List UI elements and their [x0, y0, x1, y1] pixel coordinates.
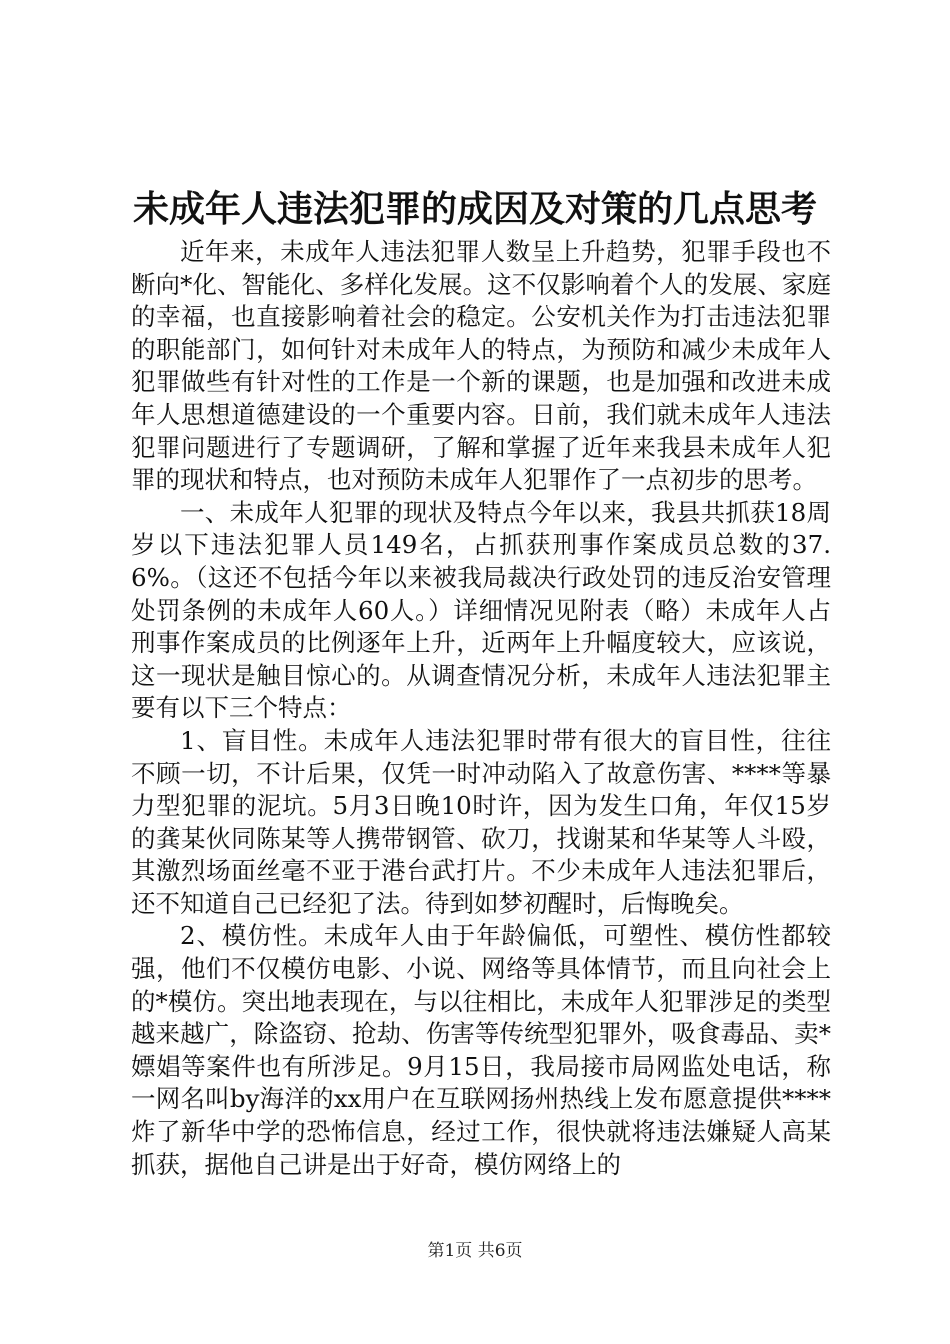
paragraph-intro: 近年来，未成年人违法犯罪人数呈上升趋势，犯罪手段也不断向*化、智能化、多样化发展。这不仅影响着个人的发展、家庭的幸福，也直接影响着社会的稳定。公安机关作为打击违法犯罪的职能部门，如何针对未成年人的特点，为预防和减少未成年人犯罪做些有针对性的工作是一个新的课题，也是加强和改进未成年人思想道德建设的一个重要内容。日前，我们就未成年人违法犯罪问题进行了专题调研，了解和掌握了近年来我县未成年人犯罪的现状和特点，也对预防未成年人犯罪作了一点初步的思考。	[131, 237, 831, 495]
paragraph-point-2: 2、模仿性。未成年人由于年龄偏低，可塑性、模仿性都较强，他们不仅模仿电影、小说、网络等具体情节，而且向社会上的*模仿。突出地表现在，与以往相比，未成年人犯罪涉足的类型越来越广，除盗窃、抢劫、伤害等传统型犯罪外，吸食毒品、卖*嫖娼等案件也有所涉足。9月15日，我局接市局网监处电话，称一网名叫by海洋的xx用户在互联网扬州热线上发布愿意提供****炸了新华中学的恐怖信息，经过工作，很快就将违法嫌疑人高某抓获，据他自己讲是出于好奇，模仿网络上的	[131, 921, 831, 1179]
paragraph-point-1: 1、盲目性。未成年人违法犯罪时带有很大的盲目性，往往不顾一切，不计后果，仅凭一时冲动陷入了故意伤害、****等暴力型犯罪的泥坑。5月3日晚10时许，因为发生口角，年仅15岁的龚某伙同陈某等人携带钢管、砍刀，找谢某和华某等人斗殴，其激烈场面丝毫不亚于港台武打片。不少未成年人违法犯罪后，还不知道自己已经犯了法。待到如梦初醒时，后悔晚矣。	[131, 725, 831, 918]
paragraph-section-1: 一、未成年人犯罪的现状及特点今年以来，我县共抓获18周岁以下违法犯罪人员149名，占抓获刑事作案成员总数的37.6%。（这还不包括今年以来被我局裁决行政处罚的违反治安管理处罚条例的未成年人60人。）详细情况见附表（略）未成年人占刑事作案成员的比例逐年上升，近两年上升幅度较大，应该说，这一现状是触目惊心的。从调查情况分析，未成年人违法犯罪主要有以下三个特点：	[131, 497, 831, 723]
document-body	[131, 236, 831, 1181]
document-title: 未成年人违法犯罪的成因及对策的几点思考	[132, 188, 817, 230]
page-number-footer: 第1页 共6页	[427, 1241, 523, 1261]
